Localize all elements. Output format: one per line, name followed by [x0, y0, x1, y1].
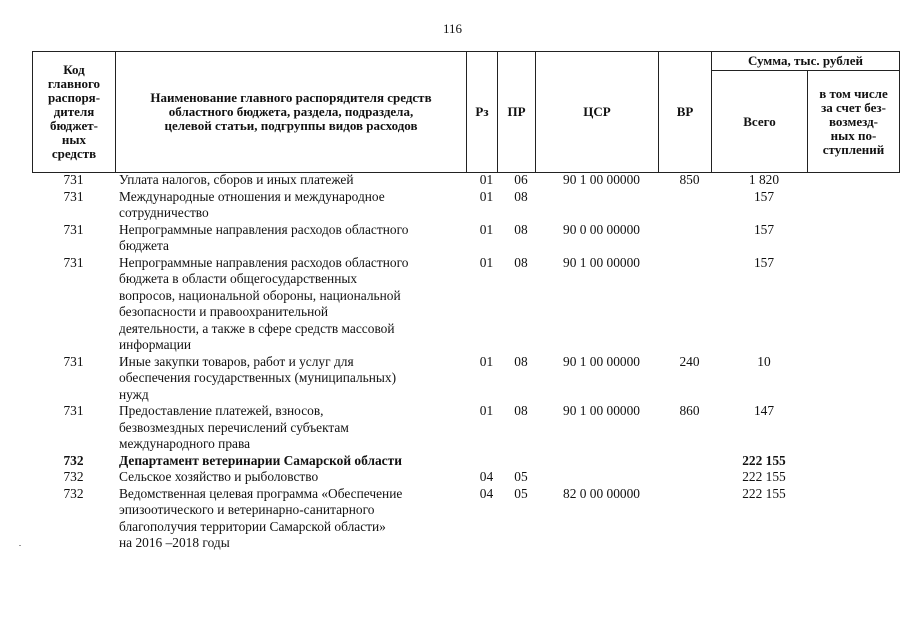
cell-name	[115, 486, 471, 552]
cell-bez	[812, 354, 904, 404]
header-name-line: целевой статьи, подгруппы видов расходов	[164, 118, 418, 133]
cell-name-line: эпизоотического и ветеринарно-санитарного	[119, 502, 375, 517]
cell-bez	[812, 255, 904, 354]
cell-total: 157	[753, 254, 775, 270]
header-code-line: распоря-	[47, 90, 101, 105]
table-row	[32, 222, 883, 255]
cell-name-line: нужд	[119, 386, 149, 402]
cell-vr: 240	[679, 353, 700, 369]
cell-code: 732	[63, 485, 84, 501]
cell-total: 222 155	[742, 485, 786, 501]
cell-csr: 82 0 00 00000	[563, 485, 640, 501]
cell-name-line: на 2016 –2018 годы	[119, 535, 230, 550]
cell-name-line: безвозмездных перечислений субъектам	[119, 419, 349, 435]
header-name-line: Наименование главного распорядителя средств	[150, 90, 432, 105]
header-pr: ПР	[498, 52, 536, 173]
cell-rz: 01	[479, 353, 494, 369]
cell-name-line: Уплата налогов, сборов и иных платежей	[119, 172, 354, 187]
cell-bez	[812, 222, 904, 255]
header-code-line: ных	[61, 132, 87, 147]
header-code-line: дителя	[53, 104, 95, 119]
cell-name	[115, 172, 471, 189]
cell-bez	[812, 172, 904, 189]
cell-rz	[471, 453, 502, 470]
cell-pr: 05	[514, 469, 528, 484]
cell-code: 731	[63, 254, 84, 270]
cell-pr: 08	[514, 254, 528, 270]
table-row-department	[32, 453, 883, 470]
header-name-line: областного бюджета, раздела, подраздела,	[168, 104, 414, 119]
cell-code: 731	[63, 172, 84, 187]
cell-csr	[540, 453, 663, 470]
cell-csr: 90 1 00 00000	[563, 403, 640, 418]
cell-vr	[663, 222, 716, 255]
cell-vr	[663, 486, 716, 552]
header-code-line: Код	[63, 62, 85, 77]
header-vr: ВР	[659, 52, 712, 173]
cell-vr: 850	[679, 172, 700, 187]
cell-name-line: Департамент ветеринарии Самарской области	[119, 452, 402, 468]
cell-bez	[812, 486, 904, 552]
table-row	[32, 486, 883, 552]
table-body	[32, 172, 883, 552]
cell-name-line: бюджета	[119, 238, 169, 253]
cell-vr	[663, 453, 716, 470]
cell-name	[115, 189, 471, 222]
cell-bez	[812, 453, 904, 470]
table-row	[32, 189, 883, 222]
header-bez-line: ступлений	[822, 141, 885, 157]
cell-csr: 90 1 00 00000	[563, 172, 640, 187]
cell-name	[115, 469, 471, 486]
cell-name	[115, 255, 471, 354]
cell-name-line: информации	[119, 337, 192, 352]
page-number: 116	[442, 21, 463, 36]
cell-total: 147	[753, 403, 775, 418]
cell-total: 222 155	[742, 452, 786, 468]
cell-name-line: Сельское хозяйство и рыболовство	[119, 469, 319, 484]
cell-csr	[540, 189, 663, 222]
header-code-line: бюджет-	[49, 118, 98, 133]
cell-bez	[812, 469, 904, 486]
cell-vr: 860	[679, 403, 700, 418]
cell-csr	[540, 469, 663, 486]
table-row	[32, 172, 883, 189]
cell-pr: 08	[514, 353, 528, 369]
header-bez-line: ных по-	[830, 127, 877, 143]
header-sum-group: Сумма, тыс. рублей	[712, 52, 900, 71]
cell-code: 732	[63, 452, 84, 468]
cell-code: 731	[63, 403, 84, 418]
scan-speck	[19, 545, 21, 546]
cell-code: 731	[63, 221, 84, 237]
cell-rz: 01	[479, 254, 494, 270]
cell-name-line: Международные отношения и международное	[119, 188, 385, 204]
header-code	[33, 52, 116, 173]
cell-name	[115, 453, 471, 470]
table-header	[32, 51, 900, 173]
header-rz: Рз	[467, 52, 498, 173]
cell-pr: 08	[514, 221, 528, 237]
cell-total: 157	[753, 221, 775, 237]
cell-code: 731	[63, 188, 84, 204]
cell-rz: 01	[479, 172, 494, 187]
table-row	[32, 403, 883, 453]
cell-pr: 08	[514, 403, 528, 418]
cell-total: 10	[757, 353, 771, 369]
cell-code: 731	[63, 353, 84, 369]
cell-pr: 08	[514, 188, 528, 204]
cell-total: 1 820	[748, 172, 780, 187]
cell-name-line: сотрудничество	[119, 205, 209, 220]
header-bez-line: за счет без-	[821, 99, 886, 115]
cell-bez	[812, 403, 904, 453]
cell-vr	[663, 189, 716, 222]
cell-name	[115, 222, 471, 255]
cell-csr: 90 0 00 00000	[563, 221, 640, 237]
cell-rz: 04	[479, 485, 494, 501]
header-bez-line: в том числе	[819, 85, 888, 101]
header-total: Всего	[712, 71, 808, 173]
header-name	[116, 52, 467, 173]
cell-pr: 05	[514, 485, 528, 501]
table-row	[32, 354, 883, 404]
cell-name-line: деятельности, а также в сфере средств массовой	[119, 320, 395, 336]
cell-name-line: Непрограммные направления расходов областного	[119, 221, 409, 237]
cell-code: 732	[63, 469, 84, 484]
cell-rz: 01	[479, 403, 494, 418]
cell-pr	[502, 453, 540, 470]
cell-vr	[663, 255, 716, 354]
cell-name-line: Предоставление платежей, взносов,	[119, 403, 324, 418]
cell-rz: 04	[479, 469, 494, 484]
cell-vr	[663, 469, 716, 486]
header-bez-line: возмезд-	[829, 113, 878, 129]
table-row	[32, 255, 883, 354]
cell-name-line: международного права	[119, 436, 251, 451]
cell-name-line: благополучия территории Самарской области»	[119, 518, 386, 534]
header-code-line: главного	[47, 76, 101, 91]
cell-name-line: Иные закупки товаров, работ и услуг для	[119, 353, 354, 369]
cell-name-line: Непрограммные направления расходов областного	[119, 254, 409, 270]
cell-total: 157	[753, 188, 775, 204]
cell-name-line: бюджета в области общегосударственных	[119, 271, 358, 286]
cell-csr: 90 1 00 00000	[563, 254, 640, 270]
cell-rz: 01	[479, 221, 494, 237]
cell-name	[115, 403, 471, 453]
cell-csr: 90 1 00 00000	[563, 353, 640, 369]
cell-name-line: Ведомственная целевая программа «Обеспечение	[119, 485, 403, 501]
cell-name-line: вопросов, национальной обороны, национальной	[119, 287, 401, 303]
cell-pr: 06	[514, 172, 528, 187]
cell-name	[115, 354, 471, 404]
cell-rz: 01	[479, 188, 494, 204]
cell-total: 222 155	[742, 469, 786, 484]
table-row	[32, 469, 883, 486]
cell-name-line: безопасности и правоохранительной	[119, 304, 329, 319]
cell-bez	[812, 189, 904, 222]
header-code-line: средств	[51, 146, 97, 161]
cell-name-line: обеспечения государственных (муниципальных)	[119, 370, 397, 385]
header-bez	[808, 71, 900, 173]
header-csr: ЦСР	[536, 52, 659, 173]
